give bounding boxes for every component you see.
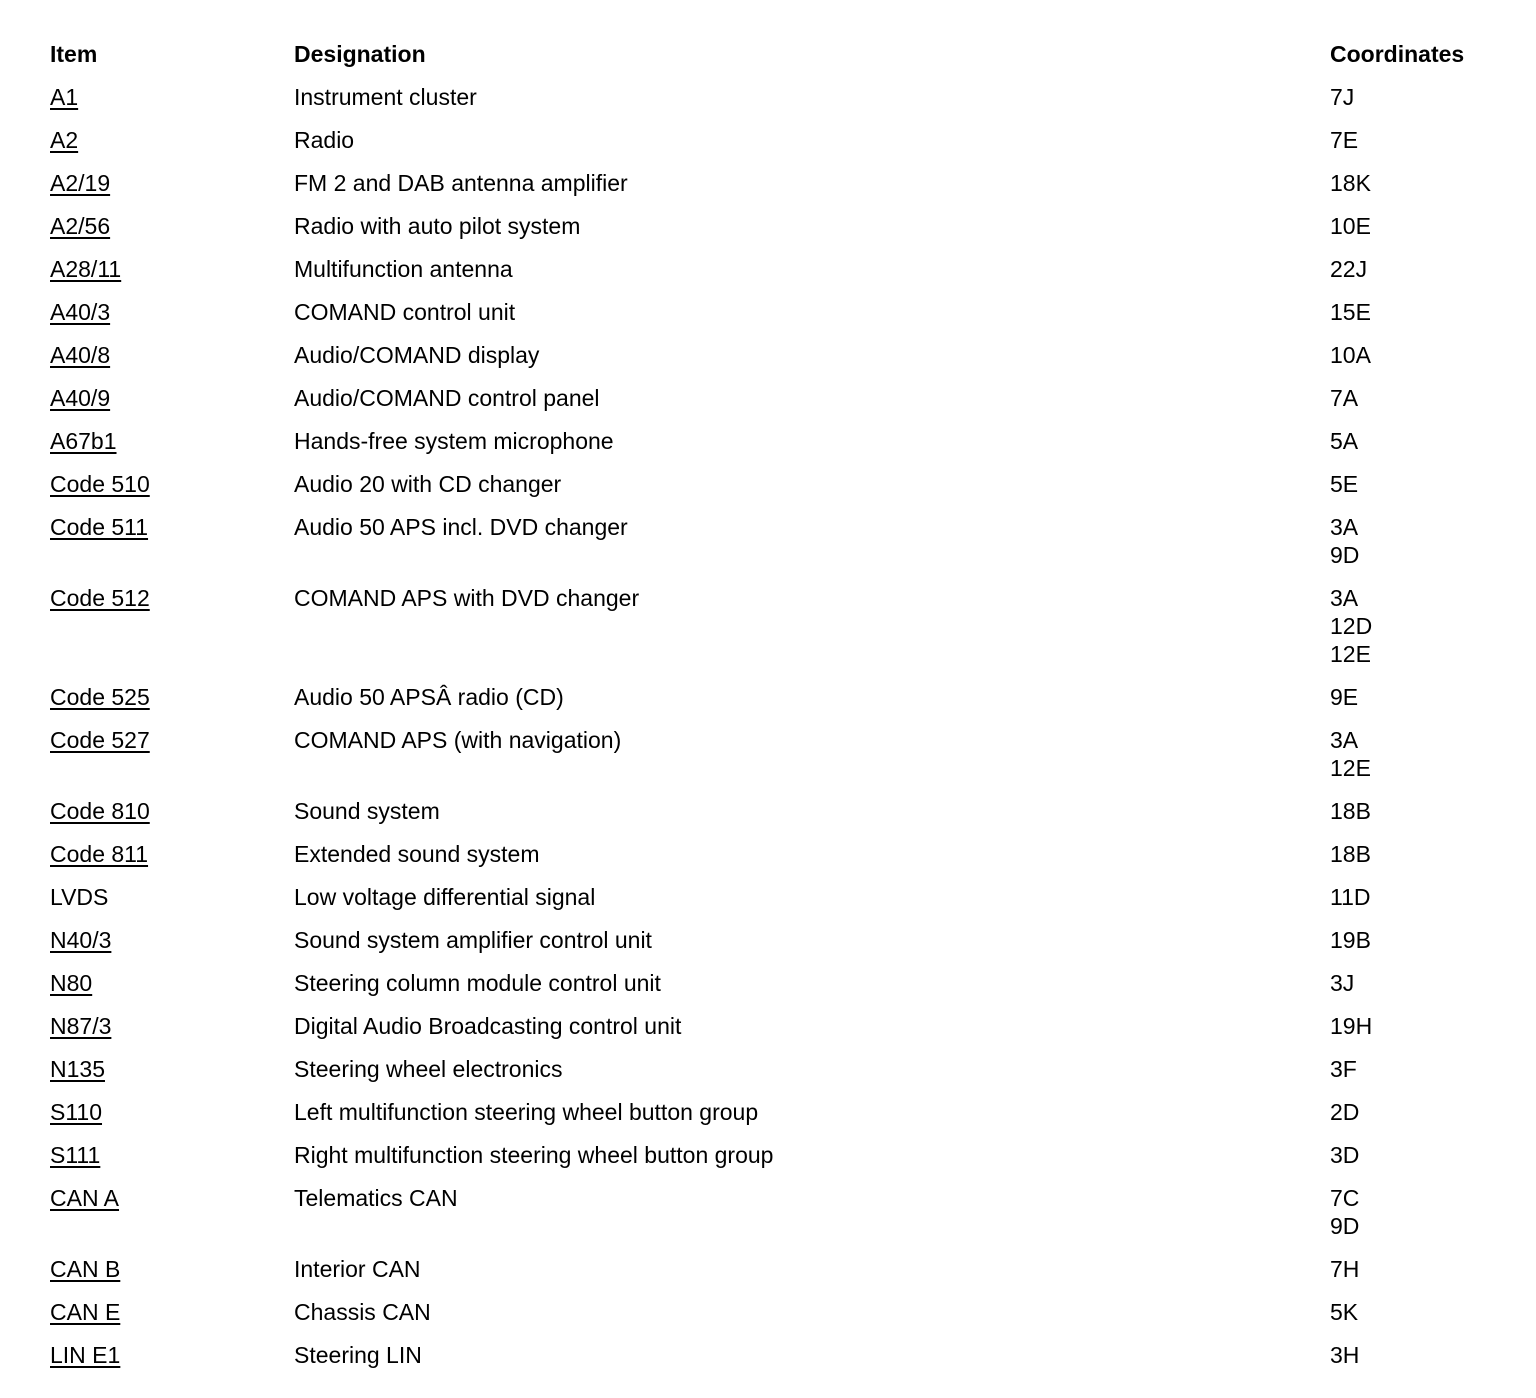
coordinate-value: 19H [1330,1013,1373,1039]
coordinates-cell [1330,83,1500,111]
item-cell [50,926,294,954]
coordinates-cell [1330,1298,1500,1326]
coordinates-cell [1330,726,1500,782]
coordinates-cell [1330,969,1500,997]
coordinate-value: 7C [1330,1185,1360,1211]
table-body [50,83,1500,1384]
item-link[interactable]: A28/11 [50,256,122,282]
item-cell [50,212,294,240]
item-cell [50,1098,294,1126]
designation-cell: Audio 20 with CD changer [294,471,562,497]
item-cell [50,1141,294,1169]
table-row [50,1141,1500,1184]
designation-cell: Extended sound system [294,841,540,867]
coordinates-cell [1330,1184,1500,1240]
coordinates-cell [1330,470,1500,498]
coordinates-cell [1330,427,1500,455]
coordinate-value: 3A [1330,514,1359,540]
table-row [50,212,1500,255]
item-link[interactable]: N40/3 [50,927,112,953]
item-cell [50,255,294,283]
header-designation: Designation [294,41,426,67]
coordinates-cell [1330,1012,1500,1040]
designation-cell: Audio/COMAND control panel [294,385,600,411]
item-cell [50,1012,294,1040]
coordinate-value: 12E [1330,755,1371,781]
coordinates-cell [1330,341,1500,369]
table-row [50,427,1500,470]
designation-cell: Right multifunction steering wheel button group [294,1142,774,1168]
item-link[interactable]: A2/56 [50,213,111,239]
coordinate-value: 2D [1330,1099,1360,1125]
designation-cell: Audio 50 APSÂ radio (CD) [294,684,564,710]
designation-cell: Low voltage differential signal [294,884,596,910]
designation-cell: COMAND APS with DVD changer [294,585,640,611]
designation-cell: Digital Audio Broadcasting control unit [294,1013,682,1039]
coordinates-cell [1330,126,1500,154]
table-row [50,384,1500,427]
item-link[interactable]: CAN E [50,1299,121,1325]
item-link[interactable]: Code 527 [50,727,150,753]
coordinates-cell [1330,1341,1500,1369]
coordinates-cell [1330,926,1500,954]
coordinate-value: 3D [1330,1142,1360,1168]
coordinate-value: 3A [1330,585,1359,611]
item-link[interactable]: A40/8 [50,342,111,368]
coordinates-cell [1330,797,1500,825]
item-link[interactable]: Code 810 [50,798,150,824]
table-row [50,169,1500,212]
coordinate-value: 7E [1330,127,1359,153]
designation-cell: Audio/COMAND display [294,342,540,368]
header-item: Item [50,41,98,67]
table-row [50,1098,1500,1141]
coordinate-value: 12D [1330,613,1373,639]
designation-cell: Steering column module control unit [294,970,661,996]
coordinates-cell [1330,1141,1500,1169]
table-row [50,513,1500,584]
table-row [50,298,1500,341]
table-row [50,683,1500,726]
item-link[interactable]: A40/9 [50,385,111,411]
designation-cell: Audio 50 APS incl. DVD changer [294,514,628,540]
item-cell [50,883,294,911]
item-link[interactable]: A2 [50,127,79,153]
coordinate-value: 15E [1330,299,1371,325]
designation-cell: Multifunction antenna [294,256,513,282]
coordinate-value: 9D [1330,1213,1360,1239]
item-link[interactable]: A1 [50,84,79,110]
item-link[interactable]: A67b1 [50,428,117,454]
coordinate-value: 5E [1330,471,1359,497]
designation-cell: COMAND APS (with navigation) [294,727,622,753]
coordinates-cell [1330,584,1500,668]
coordinates-cell [1330,384,1500,412]
item-link[interactable]: LIN E1 [50,1342,121,1368]
item-cell [50,470,294,498]
item-cell [50,1341,294,1369]
coordinate-value: 12E [1330,641,1371,667]
table-row [50,83,1500,126]
item-cell [50,427,294,455]
table-header [50,40,1500,83]
designation-cell: COMAND control unit [294,299,516,325]
table-row [50,341,1500,384]
item-link[interactable]: A2/19 [50,170,111,196]
coordinate-value: 18B [1330,841,1371,867]
coordinates-cell [1330,683,1500,711]
table-row [50,1341,1500,1384]
item-cell [50,1055,294,1083]
designation-cell: Interior CAN [294,1256,421,1282]
coordinates-cell [1330,513,1500,569]
item-link[interactable]: Code 525 [50,684,150,710]
item-link[interactable]: CAN A [50,1185,120,1211]
item-cell [50,341,294,369]
coordinate-value: 3F [1330,1056,1357,1082]
item-link[interactable]: Code 511 [50,514,149,540]
designation-cell: Left multifunction steering wheel button group [294,1099,759,1125]
item-link[interactable]: S110 [50,1099,103,1125]
coordinate-value: 5K [1330,1299,1359,1325]
coordinate-value: 7A [1330,385,1359,411]
coordinate-value: 19B [1330,927,1371,953]
item-cell [50,298,294,326]
item-link[interactable]: N87/3 [50,1013,112,1039]
coordinate-value: 10A [1330,342,1371,368]
coordinates-cell [1330,169,1500,197]
item-cell [50,726,294,754]
table-row [50,1298,1500,1341]
table-row [50,969,1500,1012]
coordinates-cell [1330,840,1500,868]
item-link[interactable]: S111 [50,1142,101,1168]
item-cell [50,1255,294,1283]
item-cell [50,797,294,825]
coordinate-value: 9D [1330,542,1360,568]
item-cell [50,1184,294,1212]
item-cell [50,969,294,997]
coordinate-value: 11D [1330,884,1371,910]
coordinates-cell [1330,1255,1500,1283]
item-cell [50,384,294,412]
table-row [50,1012,1500,1055]
coordinate-value: 18K [1330,170,1371,196]
coordinate-value: 9E [1330,684,1359,710]
legend-table [50,40,1500,1384]
item-cell [50,1298,294,1326]
designation-cell: Instrument cluster [294,84,477,110]
coordinates-cell [1330,298,1500,326]
coordinates-cell [1330,883,1500,911]
table-row [50,797,1500,840]
item-cell [50,840,294,868]
item-link[interactable]: Code 512 [50,585,150,611]
coordinate-value: 3J [1330,970,1355,996]
item-cell [50,683,294,711]
table-row [50,926,1500,969]
item-cell [50,513,294,541]
designation-cell: Steering wheel electronics [294,1056,563,1082]
table-row [50,840,1500,883]
table-row [50,584,1500,683]
coordinate-value: 3A [1330,727,1359,753]
designation-cell: Chassis CAN [294,1299,431,1325]
coordinate-value: 10E [1330,213,1371,239]
item-cell [50,83,294,111]
header-coordinates: Coordinates [1330,41,1465,67]
designation-cell: Sound system amplifier control unit [294,927,652,953]
designation-cell: Hands-free system microphone [294,428,614,454]
table-row [50,1055,1500,1098]
item-link[interactable]: CAN B [50,1256,121,1282]
table-row [50,726,1500,797]
item-link[interactable]: N80 [50,970,93,996]
item-cell [50,584,294,612]
coordinate-value: 5A [1330,428,1359,454]
designation-cell: Radio with auto pilot system [294,213,581,239]
designation-cell: Steering LIN [294,1342,422,1368]
coordinates-cell [1330,255,1500,283]
coordinate-value: 7J [1330,84,1355,110]
table-row [50,883,1500,926]
designation-cell: Radio [294,127,355,153]
coordinates-cell [1330,212,1500,240]
item-link[interactable]: A40/3 [50,299,111,325]
coordinate-value: 22J [1330,256,1368,282]
table-row [50,470,1500,513]
coordinate-value: 7H [1330,1256,1360,1282]
coordinates-cell [1330,1055,1500,1083]
item-link[interactable]: N135 [50,1056,105,1082]
table-row [50,255,1500,298]
item-cell [50,126,294,154]
coordinate-value: 3H [1330,1342,1360,1368]
coordinates-cell [1330,1098,1500,1126]
table-row [50,126,1500,169]
table-row [50,1255,1500,1298]
item-cell [50,169,294,197]
item-link[interactable]: Code 811 [50,841,149,867]
table-row [50,1184,1500,1255]
designation-cell: FM 2 and DAB antenna amplifier [294,170,628,196]
item-label: LVDS [50,884,109,910]
designation-cell: Sound system [294,798,440,824]
item-link[interactable]: Code 510 [50,471,150,497]
designation-cell: Telematics CAN [294,1185,458,1211]
coordinate-value: 18B [1330,798,1371,824]
